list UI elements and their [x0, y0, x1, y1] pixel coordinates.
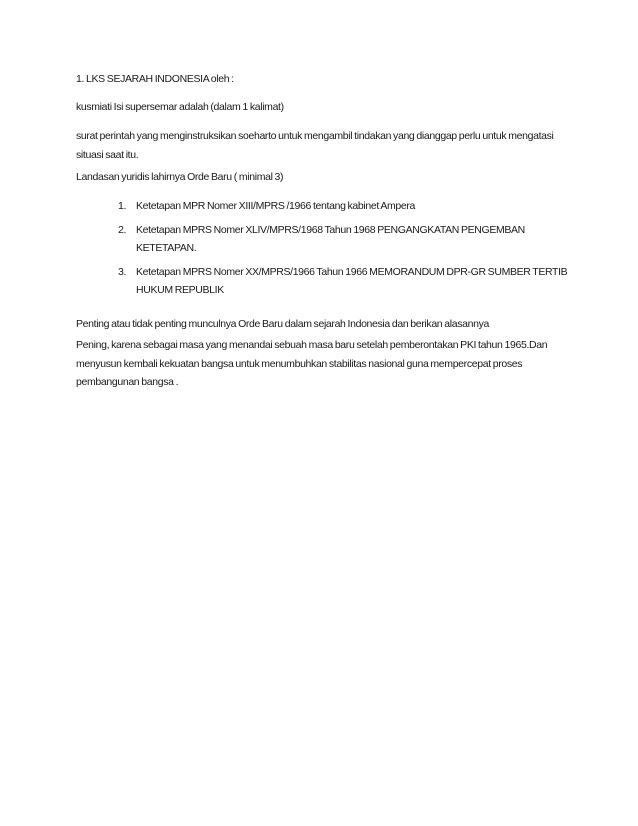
question-supersemar: kusmiati Isi supersemar adalah (dalam 1 kalimat)	[76, 101, 284, 113]
list-item	[118, 197, 568, 216]
list-item	[118, 221, 568, 258]
list-item-text: Ketetapan MPR Nomer XIII/MPRS /1966 tentang kabinet Ampera	[136, 200, 415, 212]
list-item-number: 3.	[118, 265, 127, 278]
list-item-number: 1.	[118, 200, 127, 212]
list-item-text: Ketetapan MPRS Nomer XX/MPRS/1966 Tahun 1966 MEMORANDUM DPR-GR SUMBER TERTIB HUKUM REPUBLIK	[136, 265, 568, 296]
document-heading: 1. LKS SEJARAH INDONESIA oleh :	[76, 73, 234, 85]
list-item-number: 2.	[118, 223, 127, 236]
landasan-list	[118, 197, 568, 305]
question-landasan-yuridis: Landasan yuridis lahirnya Orde Baru ( minimal 3)	[76, 171, 284, 183]
answer-supersemar: surat perintah yang menginstruksikan soeharto untuk mengambil tindakan yang dianggap perlu untuk mengatasi situasi saat itu.	[76, 130, 554, 161]
list-item	[118, 263, 568, 300]
list-item-text: Ketetapan MPRS Nomer XLIV/MPRS/1968 Tahun 1968 PENGANGKATAN PENGEMBAN KETETAPAN.	[136, 223, 525, 254]
question-penting-orde-baru: Penting atau tidak penting munculnya Orde Baru dalam sejarah Indonesia dan berikan alasannya	[76, 318, 489, 330]
answer-penting-orde-baru: Pening, karena sebagai masa yang menandai sebuah masa baru setelah pemberontakan PKI tahun 1965.Dan menyusun kembali kekuatan bangsa untuk menumbuhkan stabilitas nasional guna mempercepat proses pembangunan bangsa .	[76, 339, 548, 388]
